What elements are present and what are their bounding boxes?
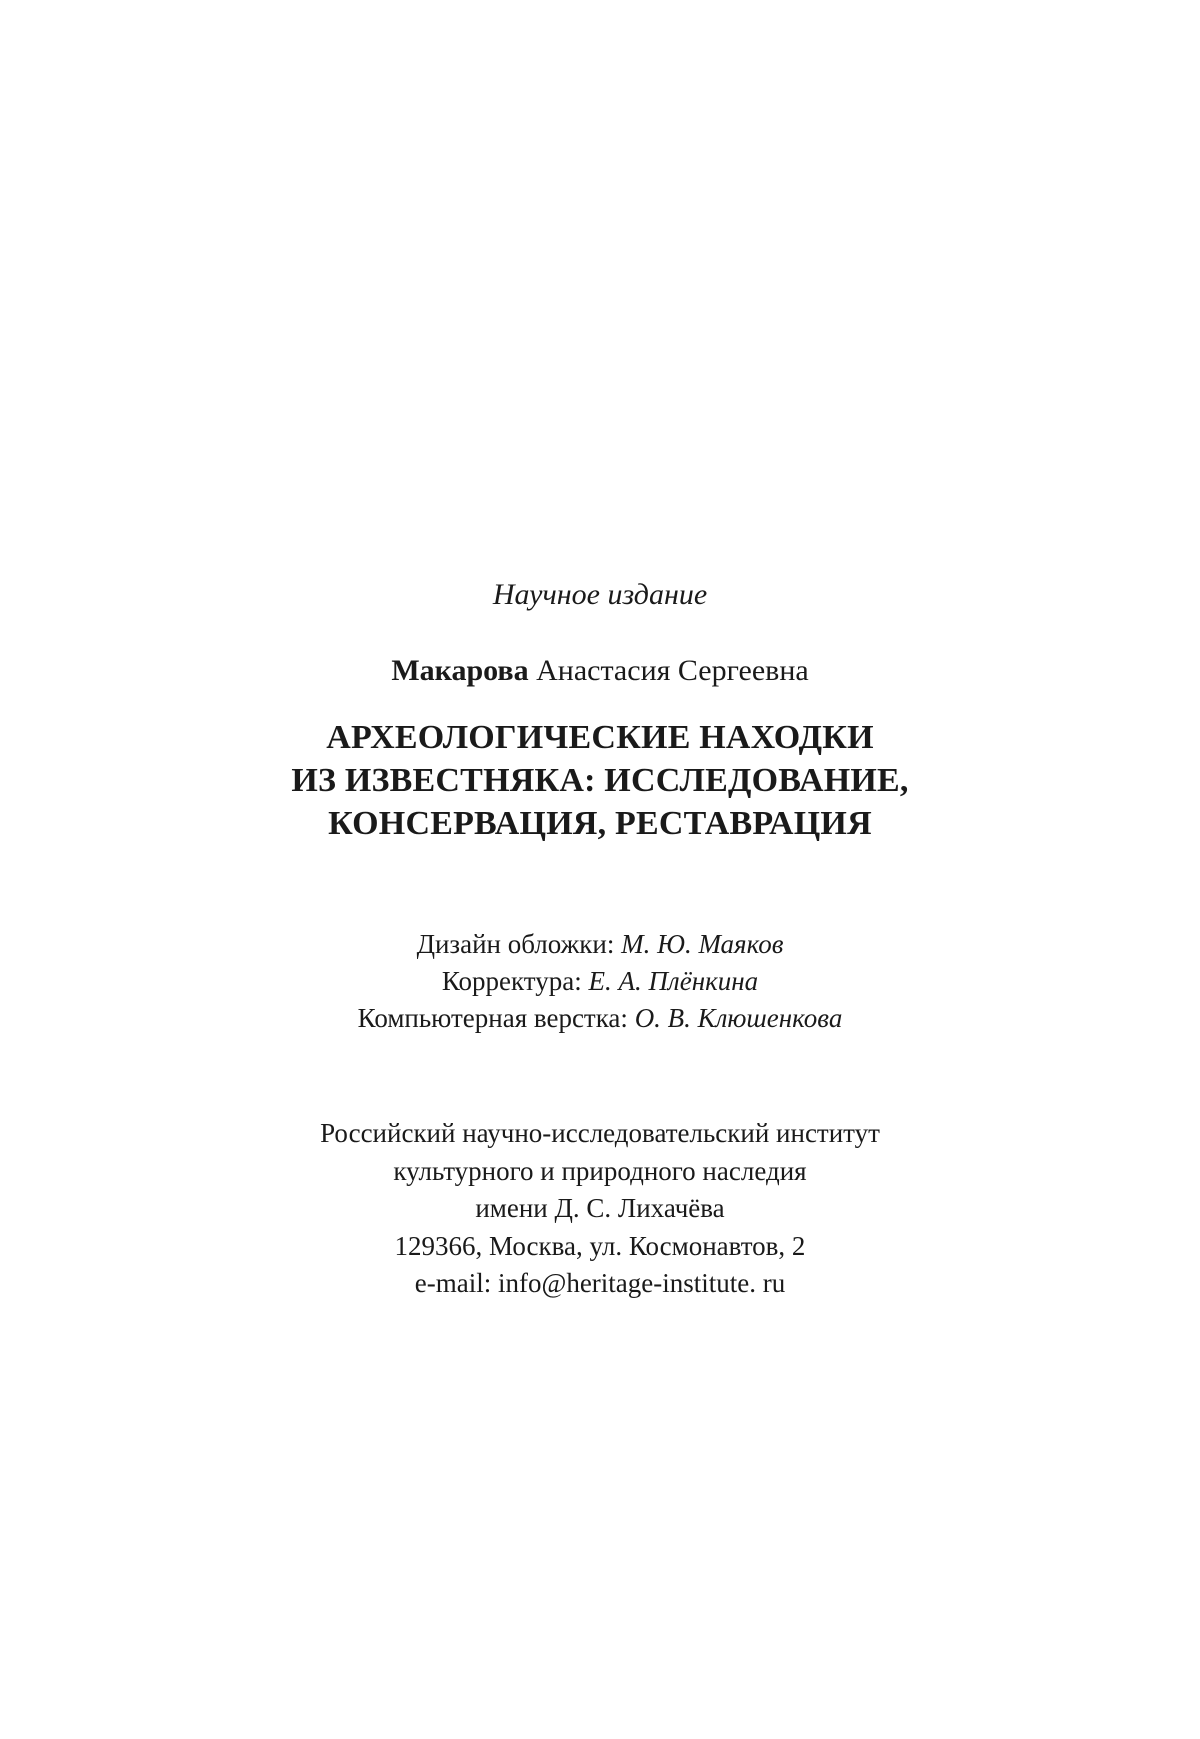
- credit-layout: [0, 1000, 1200, 1037]
- author-surname: Макарова: [391, 654, 529, 687]
- credit-cover-design: [0, 926, 1200, 963]
- credit-person: Е. А. Плёнкина: [588, 966, 759, 996]
- credit-proofreading: [0, 963, 1200, 1000]
- credits-block: [0, 926, 1200, 1037]
- author-line: [0, 651, 1200, 691]
- credit-person: М. Ю. Маяков: [621, 929, 784, 959]
- credit-role: Корректура:: [441, 966, 582, 996]
- credit-role: Компьютерная верстка:: [357, 1003, 628, 1033]
- book-title: [0, 716, 1200, 845]
- publisher-name-line: Российский научно-исследовательский институт: [320, 1118, 880, 1148]
- publisher-name-line: имени Д. С. Лихачёва: [475, 1193, 725, 1223]
- author-given-names: Анастасия Сергеевна: [536, 654, 809, 687]
- credit-person: О. В. Клюшенкова: [634, 1003, 843, 1033]
- title-line: ИЗ ИЗВЕСТНЯКА: ИССЛЕДОВАНИЕ,: [291, 762, 909, 799]
- title-line: АРХЕОЛОГИЧЕСКИЕ НАХОДКИ: [326, 719, 874, 756]
- publisher-name-line: культурного и природного наследия: [393, 1155, 807, 1186]
- publisher-block: [0, 1115, 1200, 1303]
- title-line: КОНСЕРВАЦИЯ, РЕСТАВРАЦИЯ: [328, 805, 872, 842]
- publisher-address: 129366, Москва, ул. Космонавтов, 2: [394, 1230, 806, 1261]
- publisher-email: e-mail: info@heritage-institute. ru: [414, 1268, 786, 1298]
- edition-type: Научное издание: [492, 578, 708, 611]
- credit-role: Дизайн обложки:: [416, 929, 615, 959]
